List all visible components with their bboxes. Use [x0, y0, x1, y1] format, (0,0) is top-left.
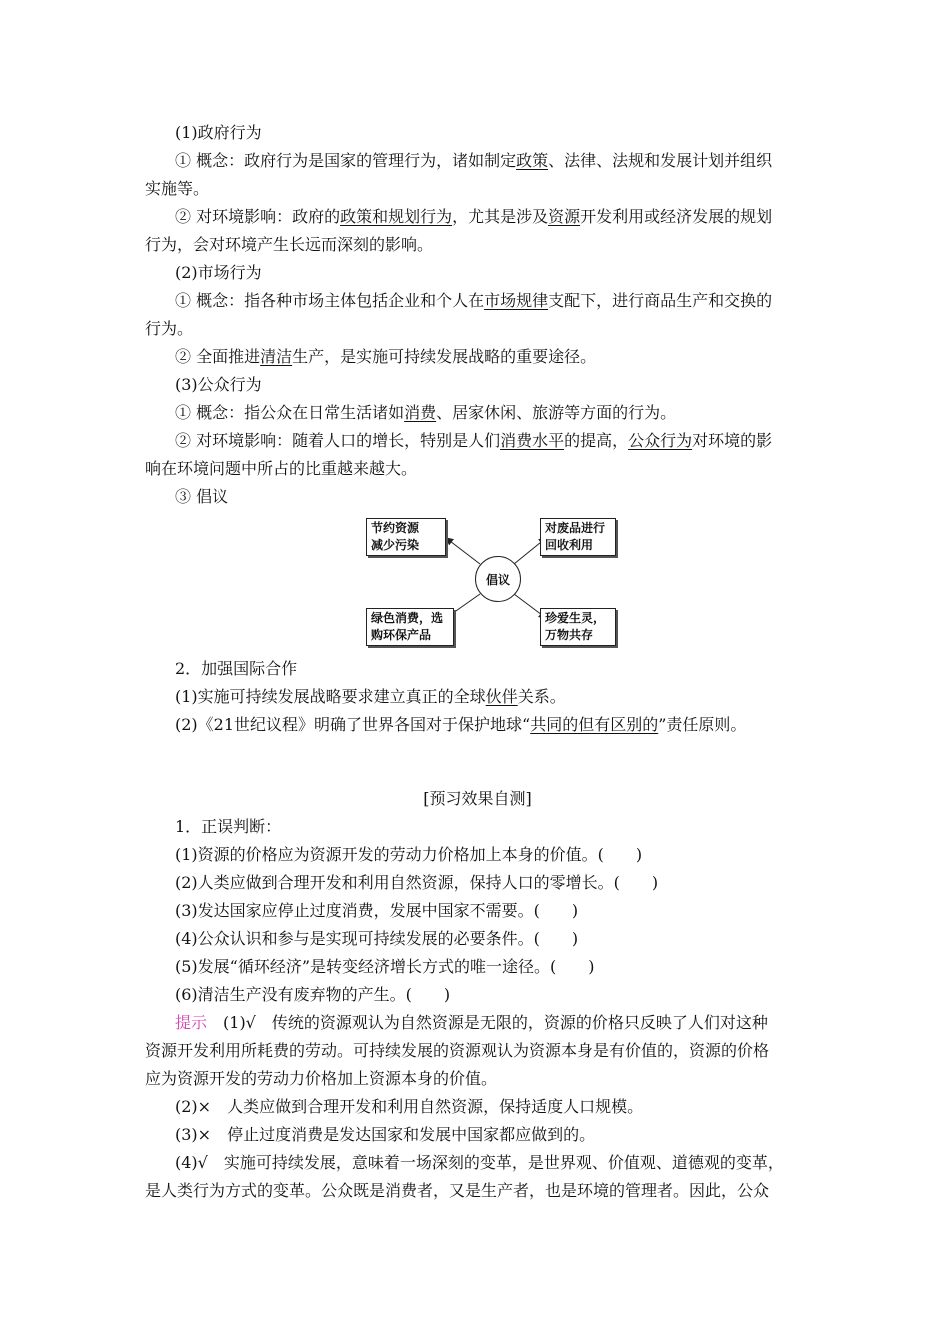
government-behavior-heading: (1)政府行为 — [175, 123, 262, 142]
advocacy-diagram — [360, 510, 630, 650]
answer-item: (3)× 停止过度消费是发达国家和发展中国家都应做到的。 — [175, 1125, 596, 1144]
question-item: (3)发达国家应停止过度消费，发展中国家不需要。( ) — [175, 901, 579, 920]
paragraph-continuation: 实施等。 — [145, 179, 210, 198]
paragraph-continuation: 行为。 — [145, 319, 194, 338]
question-item: (4)公众认识和参与是实现可持续发展的必要条件。( ) — [175, 929, 579, 948]
answer-continuation: 是人类行为方式的变革。公众既是消费者，又是生产者，也是环境的管理者。因此，公众 — [145, 1181, 770, 1200]
question-item: (2)人类应做到合理开发和利用自然资源，保持人口的零增长。( ) — [175, 873, 659, 892]
paragraph: ② 对环境影响：政府的政策和规划行为，尤其是涉及资源开发利用或经济发展的规划 — [175, 207, 773, 226]
fill-blank-answer: 市场规律 — [484, 291, 549, 310]
question-item: (6)清洁生产没有废弃物的产生。( ) — [175, 985, 451, 1004]
answer-item: (4)√ 实施可持续发展，意味着一场深刻的变革，是世界观、价值观、道德观的变革， — [175, 1153, 784, 1172]
fill-blank-answer: 公众行为 — [628, 431, 693, 450]
arrow-top-left — [446, 538, 480, 564]
paragraph: ① 概念：指公众在日常生活诸如消费、居家休闲、旅游等方面的行为。 — [175, 403, 677, 422]
fill-blank-answer: 清洁 — [260, 347, 293, 366]
market-behavior-heading: (2)市场行为 — [175, 263, 262, 282]
box-cherish-life: 珍爱生灵， 万物共存 — [540, 608, 616, 646]
answer-paragraph: 提示 (1)√ 传统的资源观认为自然资源是无限的，资源的价格只反映了人们对这种 — [175, 1013, 768, 1032]
answer-item: (2)× 人类应做到合理开发和利用自然资源，保持适度人口规模。 — [175, 1097, 644, 1116]
international-cooperation-heading: 2．加强国际合作 — [175, 659, 298, 678]
paragraph: ② 对环境影响：随着人口的增长，特别是人们消费水平的提高，公众行为对环境的影 — [175, 431, 773, 450]
public-behavior-heading: (3)公众行为 — [175, 375, 262, 394]
box-save-resources: 节约资源 减少污染 — [366, 518, 446, 556]
fill-blank-answer: 伙伴 — [485, 687, 518, 706]
question-heading: 1．正误判断： — [175, 817, 282, 836]
fill-blank-answer: 消费水平 — [500, 431, 565, 450]
section-title: [预习效果自测] — [423, 789, 532, 808]
paragraph-continuation: 行为，会对环境产生长远而深刻的影响。 — [145, 235, 434, 254]
answer-continuation: 应为资源开发的劳动力价格加上资源本身的价值。 — [145, 1069, 498, 1088]
paragraph: ② 全面推进清洁生产，是实施可持续发展战略的重要途径。 — [175, 347, 597, 366]
fill-blank-answer: 消费 — [404, 403, 437, 422]
fill-blank-answer: 政策 — [516, 151, 549, 170]
advocacy-heading: ③ 倡议 — [175, 487, 229, 506]
box-green-consumption: 绿色消费，选 购环保产品 — [366, 608, 454, 646]
fill-blank-answer: 资源 — [548, 207, 581, 226]
fill-blank-answer: 政策和规划行为 — [340, 207, 453, 226]
paragraph-continuation: 响在环境问题中所占的比重越来越大。 — [145, 459, 418, 478]
paragraph: (1)实施可持续发展战略要求建立真正的全球伙伴关系。 — [175, 687, 566, 706]
question-item: (1)资源的价格应为资源开发的劳动力价格加上本身的价值。( ) — [175, 845, 643, 864]
paragraph: (2)《21世纪议程》明确了世界各国对于保护地球“共同的但有区别的”责任原则。 — [175, 715, 747, 734]
center-node: 倡议 — [475, 556, 521, 602]
paragraph: ① 概念：指各种市场主体包括企业和个人在市场规律支配下，进行商品生产和交换的 — [175, 291, 773, 310]
answer-continuation: 资源开发利用所耗费的劳动。可持续发展的资源观认为资源本身是有价值的，资源的价格 — [145, 1041, 770, 1060]
box-recycle-waste: 对废品进行 回收利用 — [540, 518, 616, 556]
hint-label: 提示 — [175, 1013, 208, 1032]
fill-blank-answer: 共同的但有区别的 — [530, 715, 659, 734]
question-item: (5)发展“循环经济”是转变经济增长方式的唯一途径。( ) — [175, 957, 595, 976]
paragraph: ① 概念：政府行为是国家的管理行为，诸如制定政策、法律、法规和发展计划并组织 — [175, 151, 773, 170]
